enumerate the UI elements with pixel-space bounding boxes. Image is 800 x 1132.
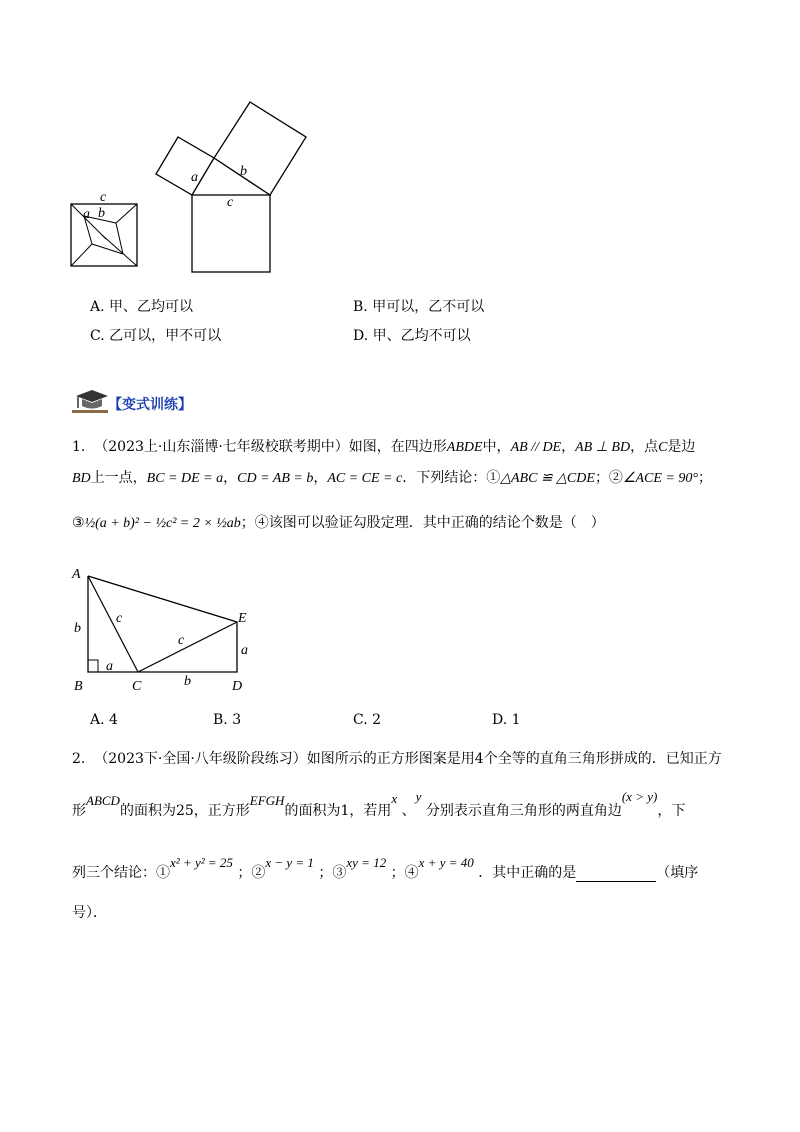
question-number: 2. [72, 751, 86, 767]
text-fragment: 列三个结论：① [72, 865, 170, 881]
quad-name: ABDE [446, 440, 483, 455]
var-x: x [391, 791, 398, 806]
label-b-left: b [74, 621, 81, 636]
text-fragment: ； [697, 470, 712, 486]
label-a: a [83, 207, 90, 222]
condition-x-gt-y: (x > y) [621, 789, 658, 804]
equation-1: BC = DE = a [146, 471, 224, 486]
option-key: A. [90, 712, 105, 728]
question-source: （2023上·山东淄博·七年级校联考期中）如图，在四边形 [94, 439, 447, 455]
text-fragment: ．下列结论：① [402, 470, 501, 486]
text-fragment: ；③ [318, 865, 347, 881]
equation-3: AC = CE = c [327, 471, 403, 486]
text-fragment: ， [561, 439, 576, 455]
option-text: 3 [232, 712, 242, 728]
text-fragment: 上一点， [90, 470, 147, 486]
q1-option-b[interactable] [213, 712, 241, 728]
text-fragment: ；② [594, 470, 623, 486]
square-efgh: EFGH [249, 793, 285, 808]
label-E: E [238, 611, 247, 626]
figure-pythagorean-squares [150, 100, 320, 275]
option-key: C. [90, 328, 105, 344]
option-text: 1 [511, 712, 521, 728]
text-fragment: （填序 [656, 865, 699, 881]
q1-option-c[interactable] [353, 712, 381, 728]
option-key: B. [213, 712, 228, 728]
option-text: 2 [372, 712, 382, 728]
text-fragment: ， [313, 470, 328, 486]
conclusion-4: x + y = 40 [418, 855, 474, 870]
label-c: c [100, 190, 107, 205]
var-y: y [415, 789, 422, 804]
label-A: A [72, 567, 81, 582]
q2-line2 [72, 789, 686, 820]
option-b[interactable] [353, 296, 484, 316]
option-text: 甲、乙均不可以 [372, 328, 471, 344]
conclusion-2: x − y = 1 [265, 855, 314, 870]
option-key: D. [353, 328, 369, 344]
text-fragment: ③ [72, 515, 85, 531]
q2-line3 [72, 855, 699, 882]
option-text: 甲、乙均可以 [109, 299, 194, 315]
q1-option-d[interactable] [492, 712, 521, 728]
text-fragment: 是边 [667, 439, 696, 455]
text-fragment: 、 [401, 803, 416, 819]
q1-option-a[interactable] [90, 712, 118, 728]
text-fragment: 形 [72, 803, 86, 819]
figure-left-square [68, 190, 143, 270]
text-fragment: ．其中正确的是 [478, 865, 577, 881]
option-key: C. [353, 712, 368, 728]
conclusion-2: ∠ACE = 90° [622, 471, 698, 486]
text-fragment: 号）． [72, 905, 107, 921]
text-fragment: ，下 [657, 803, 686, 819]
conclusion-1: x² + y² = 25 [170, 855, 233, 870]
text-fragment: ；② [237, 865, 266, 881]
q2-line4 [72, 902, 107, 922]
text-fragment: 的面积为1，若用 [284, 803, 392, 819]
conclusion-1: △ABC ≌ △CDE [500, 471, 595, 486]
conclusion-3: xy = 12 [346, 855, 387, 870]
text-fragment: 分别表示直角三角形的两直角边 [425, 803, 622, 819]
point-c: C [658, 440, 668, 455]
label-D: D [232, 679, 243, 694]
answer-blank[interactable] [576, 867, 656, 882]
text-fragment: ，点 [630, 439, 659, 455]
segment-bd: BD [72, 471, 91, 486]
option-key: B. [353, 299, 368, 315]
label-c: c [227, 195, 234, 210]
q1-line1 [72, 436, 695, 456]
equation-2: CD = AB = b [237, 471, 314, 486]
label-B: B [74, 679, 83, 694]
label-c-ce: c [178, 633, 185, 648]
condition-parallel: AB // DE [510, 440, 562, 455]
option-d[interactable] [353, 325, 471, 345]
option-a[interactable] [90, 296, 193, 316]
question-number: 1. [72, 439, 86, 455]
label-c-ac: c [116, 611, 123, 626]
text-fragment: 中， [482, 439, 511, 455]
label-a: a [191, 170, 198, 185]
question-text: （2023下·全国·八年级阶段练习）如图所示的正方形图案是用4个全等的直角三角形拼成的．已知正方 [94, 751, 722, 767]
option-text: 4 [109, 712, 118, 728]
figure-quadrilateral-abde [68, 560, 268, 695]
label-C: C [132, 679, 142, 694]
label-a-bottom: a [106, 659, 113, 674]
label-b: b [98, 206, 105, 221]
text-fragment: ；④ [390, 865, 419, 881]
label-a-right: a [241, 643, 248, 658]
q1-line2 [72, 467, 712, 487]
condition-perpendicular: AB ⊥ BD [575, 440, 631, 455]
text-fragment: ；④该图可以验证勾股定理．其中正确的结论个数是（ ） [240, 515, 605, 531]
option-text: 甲可以，乙不可以 [372, 299, 485, 315]
label-b-bottom: b [184, 674, 191, 689]
q1-line3 [72, 512, 605, 532]
option-text: 乙可以，甲不可以 [109, 328, 222, 344]
square-abcd: ABCD [86, 793, 120, 808]
option-key: A. [90, 299, 105, 315]
option-c[interactable] [90, 325, 221, 345]
graduation-cap-icon [72, 388, 108, 414]
section-title: 【变式训练】 [108, 397, 192, 413]
option-key: D. [492, 712, 508, 728]
text-fragment: 的面积为25，正方形 [119, 803, 250, 819]
formula: ½(a + b)² − ½c² = 2 × ½ab [84, 516, 241, 531]
q2-line1 [72, 748, 722, 768]
text-fragment: ， [223, 470, 238, 486]
label-b: b [240, 164, 247, 179]
